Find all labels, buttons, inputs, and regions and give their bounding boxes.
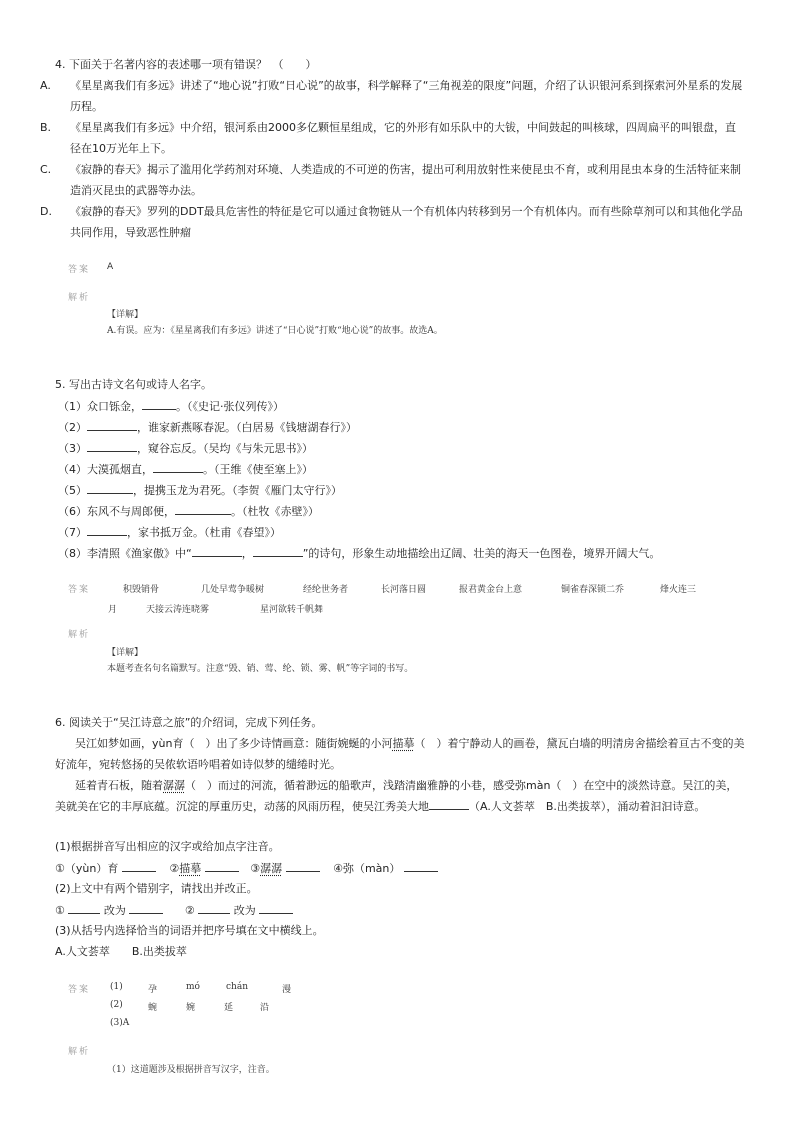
q5-item-4[interactable] [58, 462, 313, 477]
q5-answer-6: 铜雀春深锁二乔 [561, 585, 625, 595]
item-suffix: ，窥谷忘反。（吴均《与朱元思书》） [137, 442, 313, 455]
dotted-word: 潺潺 [163, 779, 185, 792]
text: 延着青石板，随着 [75, 779, 163, 792]
item-prefix: （5） [58, 484, 87, 497]
q6-ans3: (3)A [110, 1018, 130, 1028]
answer-blank[interactable] [205, 861, 239, 872]
q5-answer-7: 烽火连三 [660, 585, 697, 595]
q5-stem: 5. 写出古诗文名句或诗人名字。 [55, 378, 212, 391]
answer-blank[interactable] [153, 462, 203, 473]
option-label: B. [40, 121, 52, 134]
q5-answer-3: 经纶世务者 [303, 585, 349, 595]
q6-detail-text: （1）这道题涉及根据拼音写汉字，注音。 [107, 1065, 275, 1075]
change-label: 改为 [233, 904, 256, 917]
answer-blank[interactable] [142, 399, 176, 410]
q6-analysis-label: 解析 [68, 1047, 91, 1057]
option-text: 《寂静的春天》揭示了滥用化学药剂对环境、人类造成的不可逆的伤害，提出可利用放射性来使昆虫不育，或利用昆虫本身的生活特征来制造消灭昆虫的武器等办法。 [70, 163, 741, 197]
option-text: 《寂静的春天》罗列的DDT最具危害性的特征是它可以通过食物链从一个有机体内转移到另一个有机体内。而有些除草剂可以和其他化学品共同作用，导致恶性肿瘤 [70, 205, 743, 239]
q6-stem: 6. 阅读关于“吴江诗意之旅”的介绍词，完成下列任务。 [55, 716, 323, 729]
q4-option-d[interactable] [40, 201, 745, 243]
q6-ans2-num: (2) [110, 1000, 123, 1010]
q6-paragraph-1 [55, 733, 745, 775]
q4-detail-tag: 【详解】 [107, 310, 144, 320]
q4-answer-label: 答案 [68, 265, 91, 275]
option-label: C. [40, 163, 52, 176]
q5-item-8[interactable] [58, 546, 660, 561]
q5-item-5[interactable] [58, 483, 342, 498]
q5-item-6[interactable] [58, 504, 319, 519]
q5-answer-5: 报君黄金台上意 [459, 585, 523, 595]
item-suffix: 。（王维《使至塞上》） [203, 463, 313, 476]
item-suffix: ，提携玉龙为君死。（李贺《雁门太守行》） [133, 484, 342, 497]
q6-task-2: (2)上文中有两个错别字，请找出并改正。 [55, 882, 258, 895]
answer-blank[interactable] [87, 420, 137, 431]
q5-item-7[interactable] [58, 525, 281, 540]
q4-option-a[interactable] [40, 75, 745, 117]
pinyin: yùn [152, 737, 173, 750]
option-label: D. [40, 205, 52, 218]
q6-task-3-options: A.人文荟萃 B.出类拔萃 [55, 945, 187, 958]
dotted-word: 潺潺 [260, 862, 283, 875]
answer-blank[interactable] [87, 441, 137, 452]
q4-analysis-label: 解析 [68, 293, 91, 303]
text: （A.人文荟萃 B.出类拔萃），涌动着汩汩诗意。 [469, 800, 706, 813]
answer-blank[interactable] [198, 903, 230, 914]
q6-ans1-num: (1) [110, 982, 123, 992]
q6-task-1-blanks[interactable] [55, 861, 438, 876]
answer-blank[interactable] [429, 799, 469, 810]
answer-blank[interactable] [175, 504, 231, 515]
q6-task-1: (1)根据拼音写出相应的汉字或给加点字注音。 [55, 840, 280, 853]
item-suffix: ，家书抵万金。（杜甫《春望》） [127, 526, 281, 539]
answer-blank[interactable] [68, 903, 100, 914]
dotted-word: 描摹 [392, 737, 415, 750]
q6-ans1-a: 孕 [148, 985, 158, 995]
item-prefix: （6）东风不与周郎便， [58, 505, 175, 518]
q6-paragraph-2 [55, 775, 745, 817]
q6-task-3: (3)从括号内选择恰当的词语并把序号填在文中横线上。 [55, 924, 324, 937]
item-prefix: （7） [58, 526, 87, 539]
answer-blank[interactable] [253, 546, 303, 557]
q5-answer-9: 星河欲转千帆舞 [260, 605, 324, 615]
answer-blank[interactable] [259, 903, 293, 914]
text: 育（ ）出了多少诗情画意：随街婉蜒的小河 [172, 737, 393, 750]
answer-blank[interactable] [129, 903, 163, 914]
change-label: 改为 [103, 904, 126, 917]
q6-ans1-d: 漫 [282, 985, 292, 995]
blank-label: ③ [250, 862, 261, 875]
q6-answer-label: 答案 [68, 985, 91, 995]
option-text: 《星星离我们有多远》中介绍，银河系由2000多亿颗恒星组成，它的外形有如乐队中的大钹，中间鼓起的叫核球，四周扁平的叫银盘，直径在10万光年上下。 [70, 121, 736, 155]
text: （ ）而过的河流，循着渺远的船歌声，浅踏清幽雅静的小巷，感受弥màn（ ）在空中的淡然诗意。吴江的美，美就美在它的丰厚底蕴。沉淀的厚重历史，动荡的风雨历程，使吴江秀美大地 [55, 779, 738, 813]
answer-blank[interactable] [87, 525, 127, 536]
item-prefix: （4）大漠孤烟直， [58, 463, 153, 476]
answer-blank[interactable] [122, 861, 156, 872]
q5-answer-1: 积毁销骨 [123, 585, 160, 595]
q5-detail-text: 本题考查名句名篇默写。注意“毁、销、莺、纶、锁、雾、帆”等字词的书写。 [107, 664, 414, 674]
q6-ans1-c: chán [226, 982, 248, 992]
item-prefix: （2） [58, 421, 87, 434]
q5-answer-7-cont: 月 [108, 605, 118, 615]
option-label: A. [40, 79, 51, 92]
q6-ans2-b: 婉 [186, 1003, 196, 1013]
answer-blank[interactable] [87, 483, 133, 494]
blank-label: ② [169, 862, 180, 875]
q4-answer-value: A [107, 262, 114, 272]
q4-stem: 4. 下面关于名著内容的表述哪一项有错误？ （ ） [55, 58, 317, 71]
q6-ans2-c: 延 [224, 1003, 234, 1013]
item-prefix: （8）李清照《渔家傲》中“ [58, 547, 192, 560]
answer-blank[interactable] [404, 861, 438, 872]
q6-ans2-a: 蜿 [148, 1003, 158, 1013]
q5-analysis-label: 解析 [68, 630, 91, 640]
circle-number: ② [184, 904, 195, 917]
blank-label: ④弥（màn） [333, 862, 401, 875]
q4-detail-text: A.有误。应为：《星星离我们有多远》讲述了“日心说”打败“地心说”的故事。故选A。 [107, 326, 443, 336]
q4-option-b[interactable] [40, 117, 745, 159]
q6-ans1-b: mó [186, 982, 200, 992]
answer-blank[interactable] [192, 546, 242, 557]
q5-answer-2: 几处早莺争暖树 [201, 585, 265, 595]
q5-item-3[interactable] [58, 441, 313, 456]
text: （ ）着宁静动人的画卷，黛瓦白墙的明清房舍描绘着亘古不变的美好流年，宛转悠扬的吴侬软语吟唱着如诗似梦的缱绻时光。 [55, 737, 745, 771]
item-suffix: 。（杜牧《赤壁》） [231, 505, 319, 518]
q4-option-c[interactable] [40, 159, 745, 201]
item-suffix: 。（《史记·张仪列传》） [176, 400, 284, 413]
q5-item-2[interactable] [58, 420, 357, 435]
blank-label: ①（yùn）育 [55, 862, 119, 875]
q5-answer-8: 天接云涛连晓雾 [146, 605, 210, 615]
q5-answer-4: 长河落日圆 [381, 585, 427, 595]
q6-ans2-d: 沿 [260, 1003, 270, 1013]
q5-answer-label: 答案 [68, 585, 91, 595]
item-suffix: ，谁家新燕啄春泥。（白居易《钱塘湖春行》） [137, 421, 357, 434]
answer-blank[interactable] [286, 861, 320, 872]
dotted-word: 描摹 [179, 862, 202, 875]
item-mid: ， [241, 547, 253, 560]
item-prefix: （3） [58, 442, 87, 455]
item-prefix: （1）众口铄金， [58, 400, 142, 413]
q6-task-2-blanks[interactable] [55, 903, 293, 918]
text: 吴江如梦如画， [75, 737, 152, 750]
q5-detail-tag: 【详解】 [107, 648, 144, 658]
item-suffix: ”的诗句，形象生动地描绘出辽阔、壮美的海天一色图卷，境界开阔大气。 [302, 547, 661, 560]
q5-item-1[interactable] [58, 399, 284, 414]
circle-number: ① [55, 904, 65, 917]
option-text: 《星星离我们有多远》讲述了“地心说”打败“日心说”的故事，科学解释了“三角视差的限度”问题，介绍了认识银河系到探索河外星系的发展历程。 [70, 79, 743, 113]
